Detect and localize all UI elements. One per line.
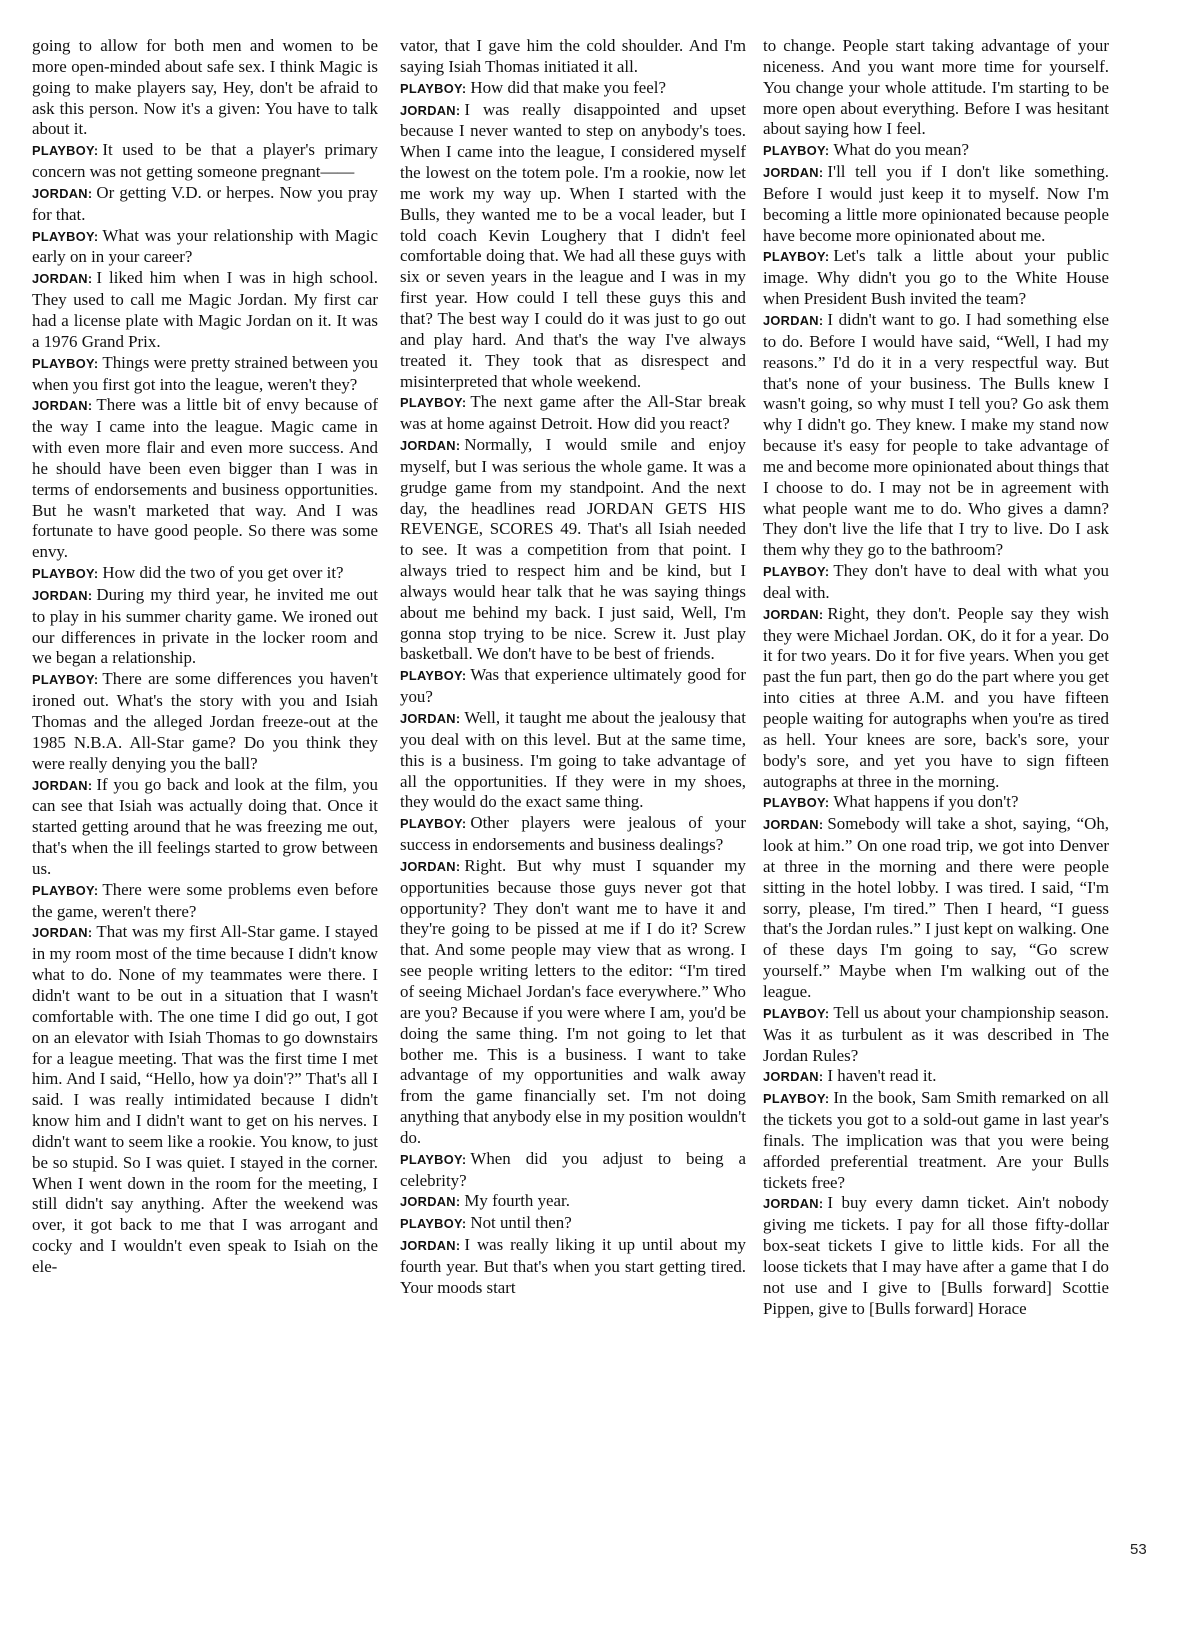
speaker-label: JORDAN:	[32, 925, 93, 941]
interview-paragraph	[763, 1066, 1109, 1088]
paragraph-text: Right. But why must I squander my opportunities because those guys never got that opportunity? They don't want me to have it and they're going to be pissed at me if I do it? Screw that. And some people may view that as wrong. I see people writing letters to the editor: “I'm tired of seeing Michael Jordan's face everywhere.” Who are you? Because if you were where I am, you'd be doing the same thing. I'm not going to let that bother me. This is a business. I want to take advantage of my opportunities and walk away from the game financially set. I'm not doing anything that anybody else in my position wouldn't do.	[400, 855, 746, 1147]
speaker-label: JORDAN:	[763, 1196, 824, 1212]
speaker-label: JORDAN:	[32, 398, 93, 414]
paragraph-text: That was my first All-Star game. I stayed in my room most of the time because I didn't know what to do. None of my teammates were there. I didn't want to be out in a situation that I wasn't comfortable with. The one time I did go out, I got on an elevator with Isiah Thomas to go downstairs for a league meeting. That was the first time I met him. And I said, “Hello, how ya doin'?” That's all I said. I was really intimidated because I didn't know him and I didn't want to get on his nerves. I didn't want to seem like a rookie. You know, to just be so stupid. So I was quiet. I stayed in the corner. When I went down in the room for the meeting, I still didn't say anything. After the weekend was over, it got back to me that I was arrogant and cocky and I wouldn't even speak to Isiah on the ele-	[32, 922, 378, 1276]
paragraph-text: It used to be that a player's primary concern was not getting someone pregnant——	[32, 140, 378, 182]
interview-paragraph	[763, 1193, 1109, 1319]
interview-paragraph	[32, 395, 378, 563]
paragraph-text: There was a little bit of envy because of the way I came into the league. Magic came in with even more flair and even more success. And he should have been even bigger than I was in terms of endorsements and business opportunities. But he wasn't marketed that way. And I was fortunate to have good people. So there was some envy.	[32, 395, 378, 562]
speaker-label: JORDAN:	[763, 1069, 824, 1085]
interview-paragraph	[763, 310, 1109, 561]
article-column-2	[400, 36, 746, 1299]
speaker-label: JORDAN:	[400, 711, 461, 726]
paragraph-text: to change. People start taking advantage of your niceness. And you want more time for yourself. You change your whole attitude. I'm starting to be more open about everything. Before I was hesitant about saying how I feel.	[763, 36, 1109, 139]
interview-paragraph	[763, 36, 1109, 140]
paragraph-text: Other players were jealous of your success in endorsements and business dealings?	[400, 813, 746, 855]
interview-paragraph	[763, 814, 1109, 1003]
speaker-label: PLAYBOY:	[763, 795, 830, 811]
speaker-label: JORDAN:	[763, 312, 824, 328]
speaker-label: PLAYBOY:	[400, 1151, 467, 1167]
speaker-label: JORDAN:	[32, 587, 93, 603]
speaker-label: PLAYBOY:	[400, 1216, 467, 1232]
paragraph-text: Let's talk a little about your public image. Why didn't you go to the White House when President Bush invited the team?	[763, 246, 1109, 309]
interview-paragraph	[400, 100, 746, 393]
paragraph-text: During my third year, he invited me out to play in his summer charity game. We ironed out our differences in private in the locker room and we began a relationship.	[32, 584, 378, 668]
speaker-label: PLAYBOY:	[763, 1005, 830, 1021]
interview-paragraph	[32, 268, 378, 352]
article-column-1	[32, 36, 378, 1278]
paragraph-text: How did the two of you get over it?	[102, 563, 344, 583]
interview-paragraph	[32, 36, 378, 140]
interview-paragraph	[400, 1149, 746, 1192]
speaker-label: JORDAN:	[400, 858, 461, 874]
interview-paragraph	[763, 792, 1109, 814]
interview-paragraph	[32, 140, 378, 183]
interview-paragraph	[400, 435, 746, 665]
paragraph-text: How did that make you feel?	[470, 77, 666, 97]
speaker-label: PLAYBOY:	[400, 80, 467, 96]
paragraph-text: I was really liking it up until about my fourth year. But that's when you start getting tired. Your moods start	[400, 1235, 746, 1297]
article-column-3	[763, 36, 1109, 1319]
speaker-label: PLAYBOY:	[400, 816, 467, 832]
speaker-label: JORDAN:	[32, 777, 93, 793]
speaker-label: JORDAN:	[400, 1194, 461, 1210]
speaker-label: PLAYBOY:	[32, 355, 99, 371]
speaker-label: PLAYBOY:	[763, 143, 830, 159]
paragraph-text: In the book, Sam Smith remarked on all the tickets you got to a sold-out game in last year's finals. The implication was that you were being afforded preferential treatment. Are your Bulls tickets free?	[763, 1088, 1109, 1192]
interview-paragraph	[400, 1235, 746, 1299]
paragraph-text: What do you mean?	[833, 140, 969, 160]
paragraph-text: Tell us about your championship season. Was it as turbulent as it was described in The Jordan Rules?	[763, 1002, 1109, 1065]
interview-paragraph	[400, 708, 746, 813]
interview-paragraph	[32, 353, 378, 396]
paragraph-text: What happens if you don't?	[833, 792, 1019, 812]
paragraph-text: I was really disappointed and upset because I never wanted to step on anybody's toes. When I came into the league, I considered myself the lowest on the totem pole. I'm a rookie, now let me work my way up. When I started with the Bulls, they wanted me to be a vocal leader, but I told coach Kevin Loughery that I didn't feel comfortable doing that. We had all these guys with six or seven years in the league and I was in my first year. How could I tell these guys this and that? The best way I could do it was just to go out and play hard. And that's the way I've always treated it. They took that as disrespect and misinterpreted that whole weekend.	[400, 99, 746, 391]
interview-paragraph	[400, 1213, 746, 1235]
paragraph-text: What was your relationship with Magic early on in your career?	[32, 225, 378, 267]
speaker-label: JORDAN:	[763, 606, 824, 622]
page-number: 53	[1130, 1541, 1147, 1558]
paragraph-text: I'll tell you if I don't like something. Before I would just keep it to myself. Now I'm becoming a little more opinionated because people have become more opinionated about me.	[763, 162, 1109, 245]
speaker-label: PLAYBOY:	[32, 566, 99, 582]
interview-paragraph	[32, 880, 378, 923]
speaker-label: PLAYBOY:	[400, 395, 467, 411]
speaker-label: PLAYBOY:	[763, 564, 830, 580]
speaker-label: PLAYBOY:	[32, 882, 99, 898]
speaker-label: PLAYBOY:	[32, 672, 99, 688]
paragraph-text: When did you adjust to being a celebrity?	[400, 1148, 746, 1190]
paragraph-text: Right, they don't. People say they wish they were Michael Jordan. OK, do it for a year. Do it for two years. Do it for five years. When you get past the fun part, then go do the part where you get into cities at three A.M. and you have fifteen people waiting for autographs when you're as tired as hell. Your knees are sore, back's sore, your body's sore, and yet you have to sign fifteen autographs at three in the morning.	[763, 603, 1109, 791]
speaker-label: JORDAN:	[400, 102, 461, 118]
paragraph-text: vator, that I gave him the cold shoulder. And I'm saying Isiah Thomas initiated it all.	[400, 36, 746, 76]
interview-paragraph	[400, 665, 746, 708]
paragraph-text: Normally, I would smile and enjoy myself, but I was serious the whole game. It was a grudge game from my standpoint. And the next day, the headlines read JORDAN GETS HIS REVENGE, SCORES 49. That's all Isiah needed to see. It was a competition from that point. I always tried to respect him and be kind, but I always would hear talk that he was saying things about me behind my back. I just said, Well, I'm gonna stop trying to be nice. Screw it. Just play basketball. We don't have to be best of friends.	[400, 435, 746, 664]
speaker-label: JORDAN:	[763, 165, 824, 181]
paragraph-text: I didn't want to go. I had something else to do. Before I would have said, “Well, I had my reasons.” I'd do it in a very respectful way. But that's none of your business. The Bulls knew I wasn't going, so why must I tell you? Go ask them why I didn't go. They knew. I make my stand now because it's easy for people to take advantage of me and become more opinionated about things that I choose to do. I may not be in agreement with what people want me to do. Who gives a damn? They don't live the life that I try to live. Do I ask them why they go to the bathroom?	[763, 309, 1109, 560]
speaker-label: JORDAN:	[400, 438, 461, 454]
interview-paragraph	[32, 775, 378, 880]
interview-paragraph	[763, 140, 1109, 162]
interview-paragraph	[32, 585, 378, 669]
paragraph-text: Somebody will take a shot, saying, “Oh, look at him.” On one road trip, we got into Denver at three in the morning and there were people sitting in the hotel lobby. I was tired. I said, “I'm sorry, please, I'm tired.” Then I heard, “I guess that's the Jordan rules.” I just kept on walking. One of these days I'm going to say, “Go screw yourself.” Maybe when I'm walking out of the league.	[763, 814, 1109, 1001]
paragraph-text: Things were pretty strained between you when you first got into the league, weren't they?	[32, 352, 378, 394]
speaker-label: JORDAN:	[32, 271, 93, 287]
speaker-label: JORDAN:	[32, 185, 93, 201]
paragraph-text: There are some differences you haven't ironed out. What's the story with you and Isiah Thomas and the alleged Jordan freeze-out at the 1985 N.B.A. All-Star game? Do you think they were really denying you the ball?	[32, 669, 378, 773]
interview-paragraph	[763, 604, 1109, 793]
interview-paragraph	[400, 813, 746, 856]
interview-paragraph	[400, 78, 746, 100]
speaker-label: PLAYBOY:	[763, 1091, 830, 1107]
paragraph-text: Not until then?	[470, 1213, 572, 1233]
speaker-label: PLAYBOY:	[32, 228, 99, 244]
interview-paragraph	[763, 246, 1109, 310]
paragraph-text: They don't have to deal with what you deal with.	[763, 561, 1109, 602]
paragraph-text: I buy every damn ticket. Ain't nobody giving me tickets. I pay for all those fifty-dollar box-seat tickets I give to little kids. For all the loose tickets that I may have after a game that I do not use and I give to [Bulls forward] Scottie Pippen, give to [Bulls forward] Horace	[763, 1193, 1109, 1318]
paragraph-text: There were some problems even before the game, weren't there?	[32, 879, 378, 921]
interview-paragraph	[32, 563, 378, 585]
interview-paragraph	[763, 162, 1109, 246]
interview-paragraph	[32, 183, 378, 226]
speaker-label: JORDAN:	[400, 1238, 461, 1254]
speaker-label: PLAYBOY:	[32, 143, 99, 159]
paragraph-text: I haven't read it.	[827, 1066, 937, 1086]
interview-paragraph	[400, 36, 746, 78]
paragraph-text: Was that experience ultimately good for you?	[400, 665, 746, 707]
interview-paragraph	[32, 922, 378, 1277]
interview-paragraph	[400, 1191, 746, 1213]
speaker-label: PLAYBOY:	[400, 668, 467, 684]
paragraph-text: The next game after the All-Star break was at home against Detroit. How did you react?	[400, 392, 746, 434]
interview-paragraph	[400, 392, 746, 435]
paragraph-text: If you go back and look at the film, you can see that Isiah was actually doing that. Once it started getting around that he was freezing me out, that's when the ill feelings started to grow between us.	[32, 774, 378, 878]
interview-paragraph	[763, 1088, 1109, 1193]
speaker-label: PLAYBOY:	[763, 249, 830, 265]
paragraph-text: My fourth year.	[464, 1191, 570, 1211]
paragraph-text: going to allow for both men and women to be more open-minded about safe sex. I think Magic is going to make players say, Hey, don't be afraid to ask this person. Now it's a given: You have to talk about it.	[32, 36, 378, 139]
interview-paragraph	[32, 669, 378, 774]
interview-paragraph	[763, 561, 1109, 604]
interview-paragraph	[763, 1003, 1109, 1067]
paragraph-text: Or getting V.D. or herpes. Now you pray for that.	[32, 182, 378, 224]
interview-paragraph	[32, 226, 378, 269]
speaker-label: JORDAN:	[763, 817, 824, 833]
interview-paragraph	[400, 856, 746, 1149]
paragraph-text: I liked him when I was in high school. They used to call me Magic Jordan. My first car had a license plate with Magic Jordan on it. It was a 1976 Grand Prix.	[32, 268, 378, 351]
paragraph-text: Well, it taught me about the jealousy that you deal with on this level. But at the same time, this is a business. I'm going to take advantage of all the opportunities. If they were in my shoes, they would do the exact same thing.	[400, 708, 746, 812]
